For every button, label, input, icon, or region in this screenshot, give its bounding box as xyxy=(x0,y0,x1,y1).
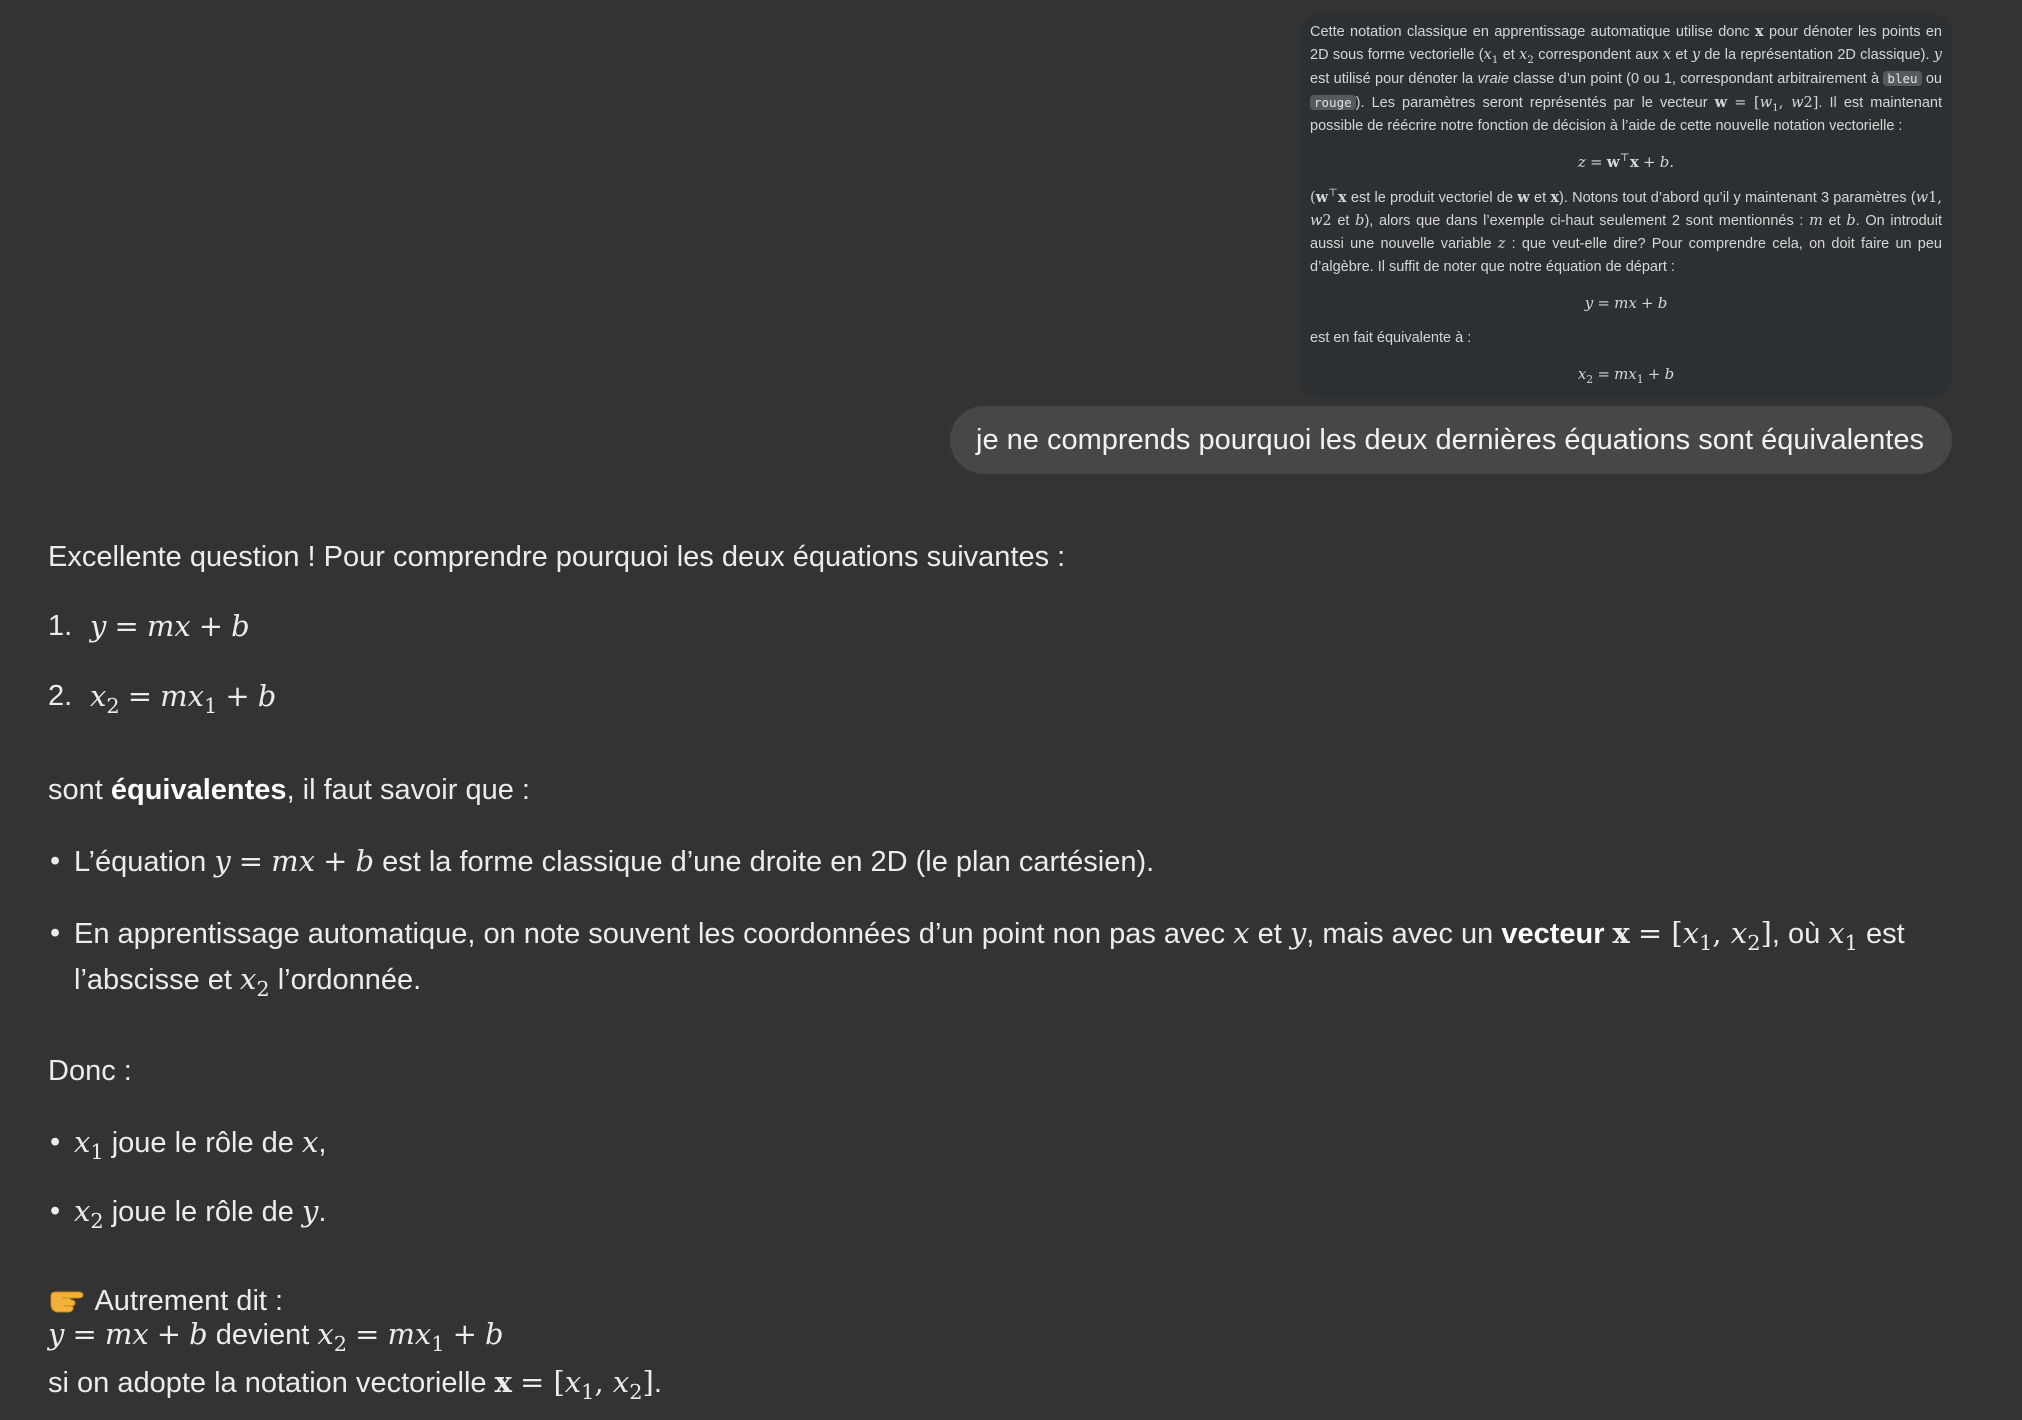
list-item-equation-2: 2. $x_2 = mx_1 + b$ xyxy=(48,679,277,718)
reply-sont-equivalentes: sont équivalentes, il faut savoir que : xyxy=(48,774,530,806)
reply-intro: Excellente question ! Pour comprendre pourquoi les deux équations suivantes : xyxy=(48,541,1066,573)
quoted-paragraph-1: Cette notation classique en apprentissage automatique utilise donc x pour dénoter les points en 2D sous forme vectorielle ($x_1$ et $x_2$ correspondent aux x et y de la représentation 2D classique). y est utilisé pour dénoter la vraie classe d’un point (0 ou 1, correspondant arbitrairement à bleu ou rouge ). Les paramètres seront représentés par le vecteur $w = [w_1$, w2]. Il est maintenant possible de réécrire notre fonction de décision à l’aide de cette nouvelle notation vectorielle : xyxy=(1310,23,1943,134)
reply-notation-vectorielle: si on adopte la notation vectorielle $x = [x_1$, $x_2$]. xyxy=(48,1365,662,1404)
quoted-paragraph-2: (w⊤x est le produit vectoriel de w et x). Notons tout d’abord qu’il y maintenant 3 paramètres (w1, w2 et b), alors que dans l’exemple ci-haut seulement 2 sont mentionnés : m et b. On introduit aussi une nouvelle variable z : que veut-elle dire? Pour comprendre cela, on doit faire un peu d’algèbre. Il suffit de noter que notre équation de départ : xyxy=(1310,187,1942,275)
bullet-droite: • L’équation y = mx + b est la forme classique d’une droite en 2D (le plan cartésien). xyxy=(50,844,1155,878)
equation-z: z = w⊤x + b. xyxy=(1577,151,1675,171)
bullet-vecteur: • En apprentissage automatique, on note souvent les coordonnées d’un point non pas avec x et y, mais avec un vecteur $x = [x_1$, $x_2$], où $x_1$ est l’abscisse et $x_2$ l’ordonnée. xyxy=(50,916,1905,1001)
reply-devient: y = mx + b devient $x_2 = mx_1 + b$ xyxy=(48,1317,504,1356)
equation-y-mx-b: y = mx + b xyxy=(1584,294,1668,312)
reply-autrement-dit: Autrement dit : xyxy=(48,1279,283,1323)
code-rouge: rouge xyxy=(1310,95,1356,110)
quoted-paragraph-3: est en fait équivalente à : xyxy=(1310,330,1472,346)
quoted-context xyxy=(1300,14,1952,398)
pointing-hand-icon xyxy=(48,1284,88,1314)
user-message-text: je ne comprends pourquoi les deux dernières équations sont équivalentes xyxy=(976,423,1924,456)
equation-x2-mx1-b: $x_2 = mx_1 + b$ xyxy=(1577,365,1675,386)
reply-donc: Donc : xyxy=(48,1055,132,1087)
list-item-equation-1: 1. y = mx + b xyxy=(48,609,250,643)
user-message-bubble xyxy=(950,406,1952,474)
code-bleu: bleu xyxy=(1883,71,1921,86)
bullet-x1-role: • $x_1$ joue le rôle de x, xyxy=(50,1125,327,1164)
bullet-x2-role: • $x_2$ joue le rôle de y. xyxy=(50,1194,327,1233)
